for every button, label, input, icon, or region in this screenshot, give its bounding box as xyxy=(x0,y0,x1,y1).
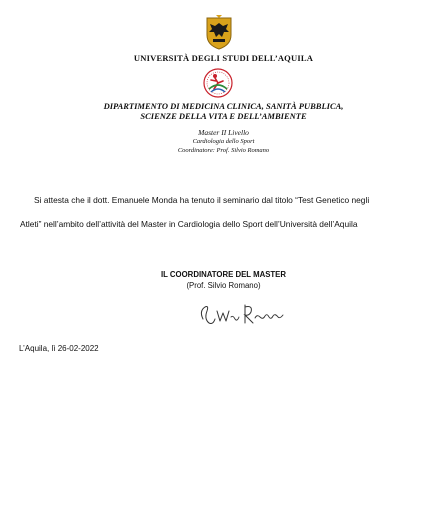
master-level: Master II Livello xyxy=(198,128,249,137)
master-coordinator: Coordinatore: Prof. Silvio Romano xyxy=(177,147,270,154)
department-logo-icon xyxy=(200,67,236,99)
attestation-text-line2: Atleti” nell’ambito dell’attività del Master in Cardiologia dello Sport dell’Università dell’Aquila xyxy=(20,219,358,229)
signatory-name: (Prof. Silvio Romano) xyxy=(186,281,261,290)
master-subject: Cardiologia dello Sport xyxy=(192,138,255,145)
department-name-line2: SCIENZE DELLA VITA E DELL’AMBIENTE xyxy=(140,111,307,121)
attestation-text-line1: Si attesta che il dott. Emanuele Monda ha tenuto il seminario dal titolo “Test Genetico negli xyxy=(34,195,370,205)
place-and-date: L’Aquila, lì 26-02-2022 xyxy=(19,344,99,353)
department-name-line1: DIPARTIMENTO DI MEDICINA CLINICA, SANITÀ PUBBLICA, xyxy=(103,101,344,111)
handwritten-signature xyxy=(195,297,287,329)
university-name: UNIVERSITÀ DEGLI STUDI DELL’AQUILA xyxy=(133,53,314,63)
university-crest-icon xyxy=(203,15,235,51)
signatory-title: IL COORDINATORE DEL MASTER xyxy=(160,270,287,279)
